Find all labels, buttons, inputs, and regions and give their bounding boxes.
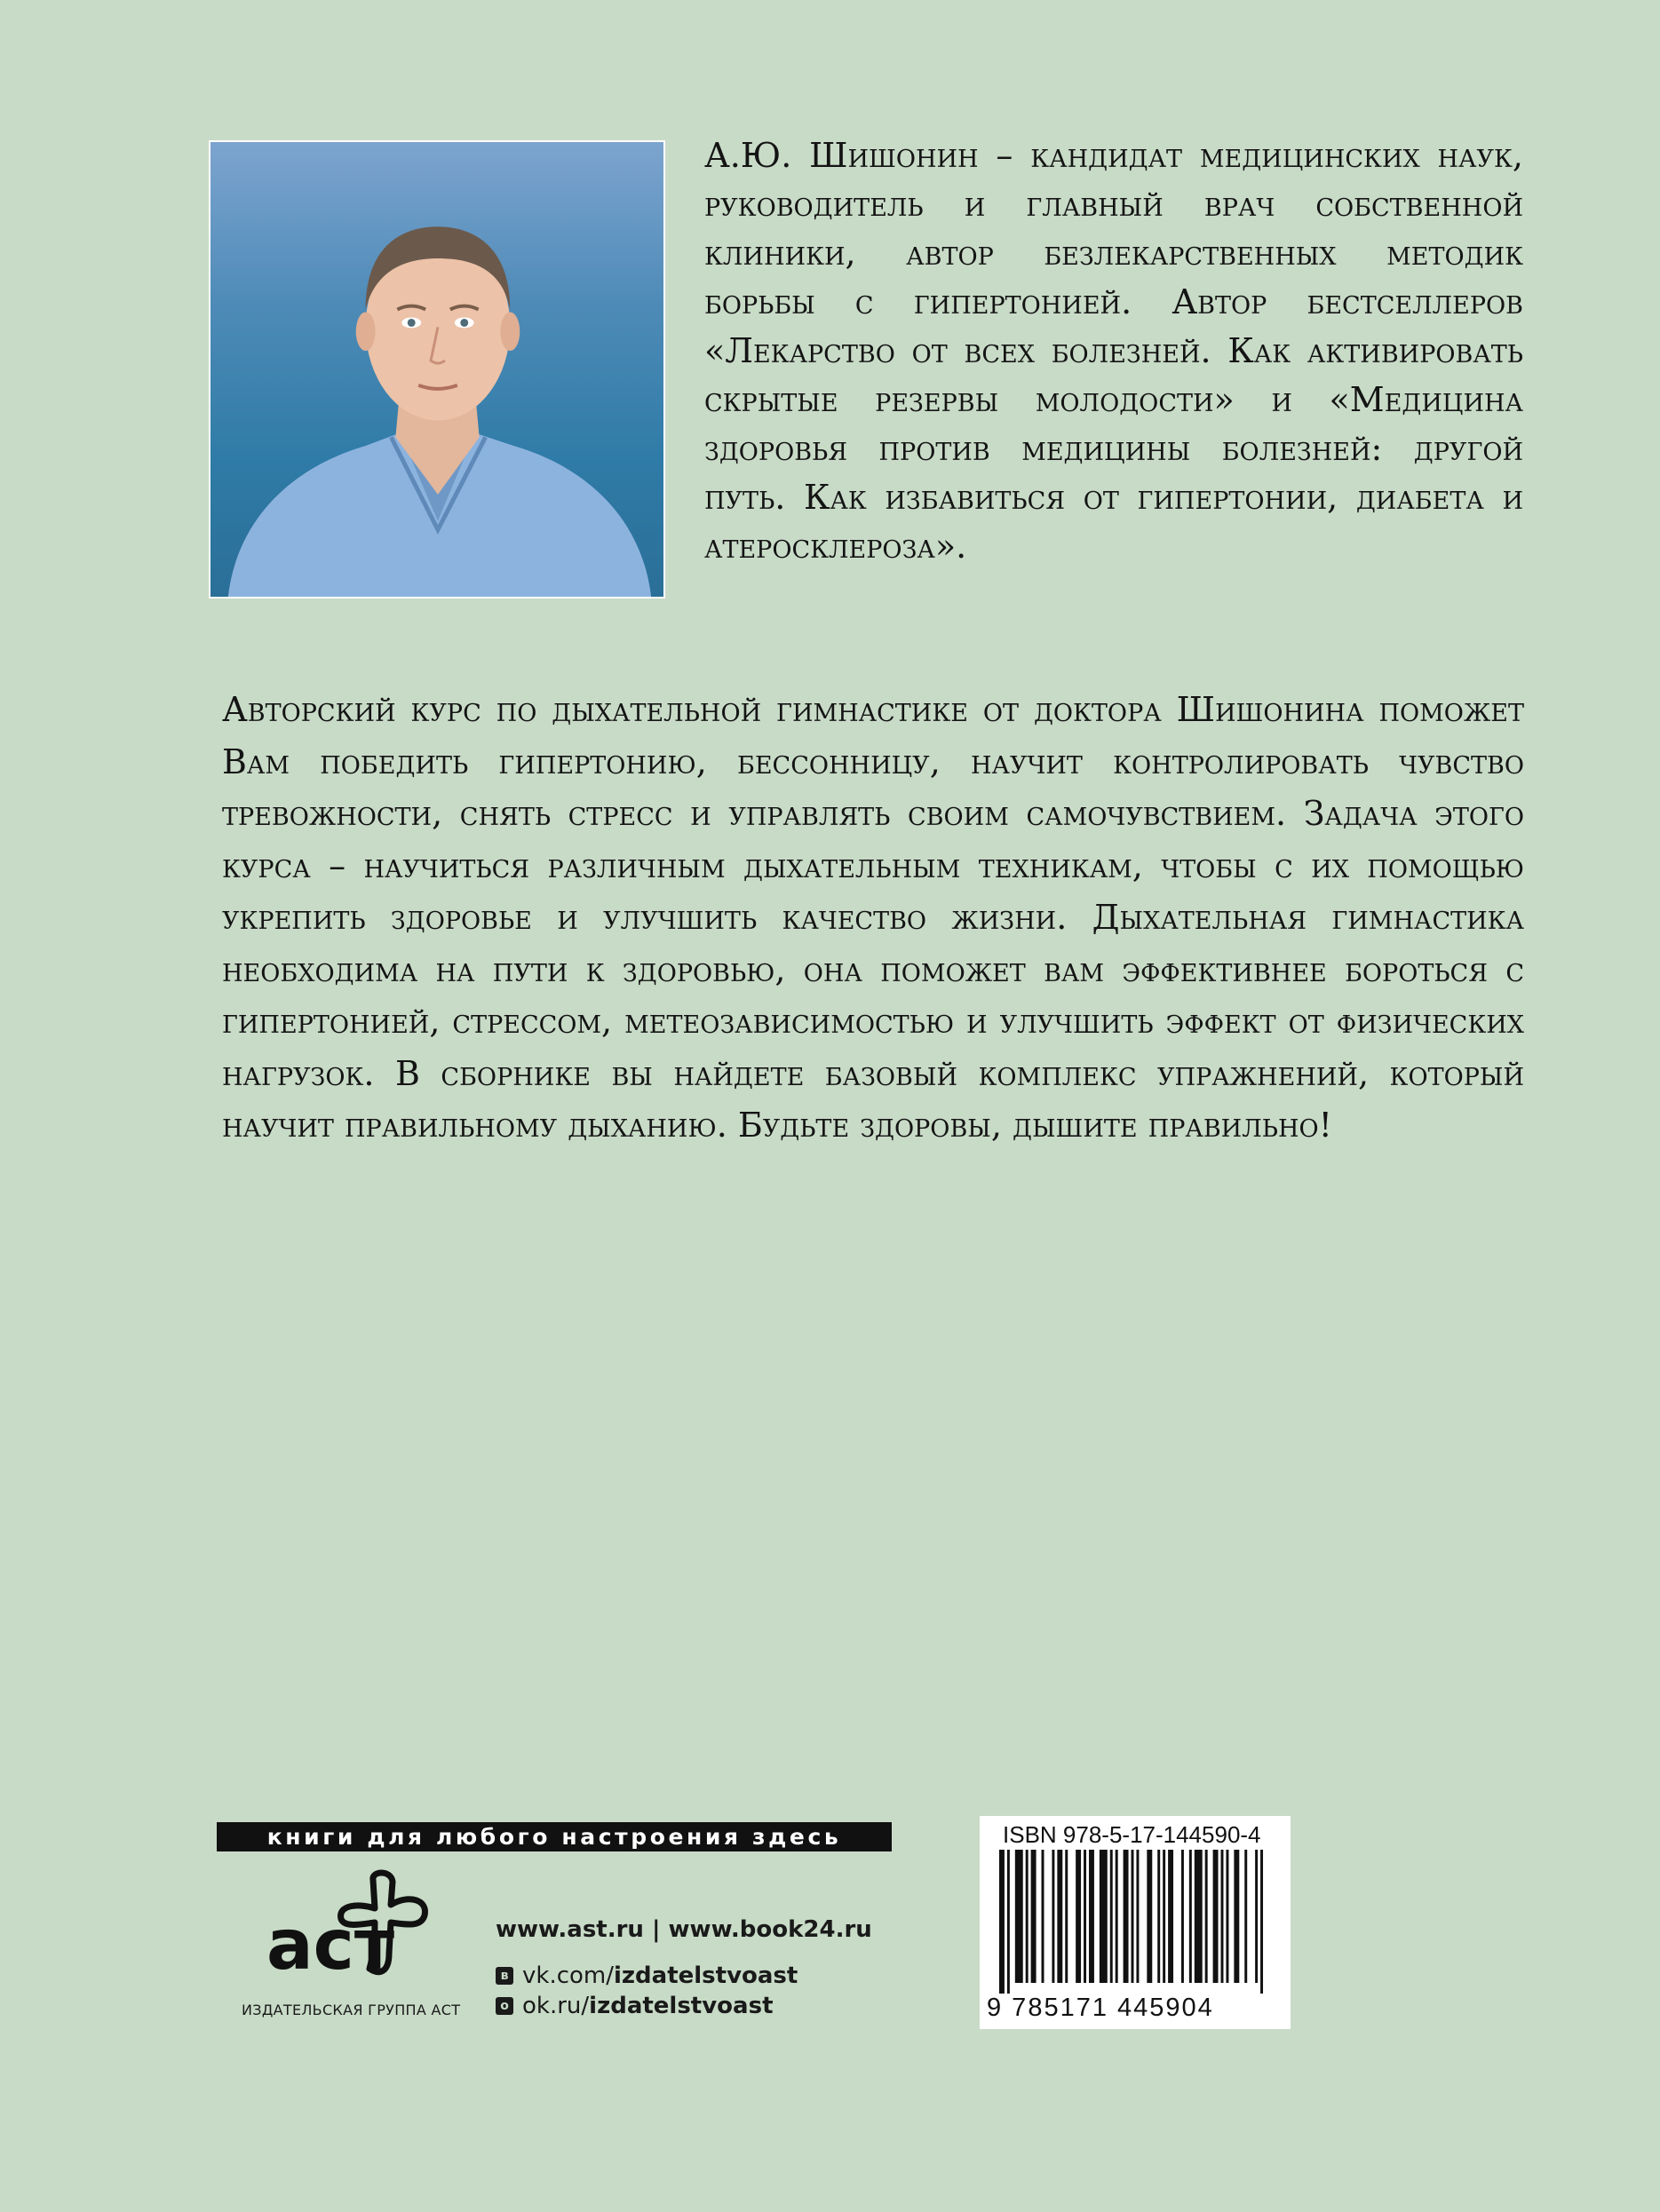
vk-link-prefix: vk.com/ xyxy=(522,1962,614,1989)
website-links[interactable]: www.ast.ru | www.book24.ru xyxy=(496,1916,872,1943)
barcode-bar xyxy=(1147,1850,1152,1983)
barcode-bar xyxy=(1015,1850,1023,1983)
barcode-bar xyxy=(1205,1850,1208,1983)
barcode-bar xyxy=(1065,1850,1068,1983)
barcode-bar xyxy=(1031,1850,1037,1983)
barcode-bars xyxy=(999,1850,1266,1994)
barcode-bar xyxy=(1100,1850,1108,1983)
barcode-bar xyxy=(1163,1850,1165,1983)
barcode-bar xyxy=(1132,1850,1134,1983)
vk-link-handle: izdatelstvoast xyxy=(614,1962,798,1989)
barcode-bar xyxy=(1052,1850,1054,1983)
barcode-bar xyxy=(1244,1850,1247,1983)
barcode-bar xyxy=(1076,1850,1081,1983)
isbn-barcode xyxy=(980,1816,1291,2029)
barcode-bar xyxy=(1136,1850,1139,1983)
barcode-bar xyxy=(999,1850,1005,1994)
barcode-bar xyxy=(1007,1850,1010,1994)
barcode-bar xyxy=(1181,1850,1184,1983)
barcode-bar xyxy=(1026,1850,1029,1983)
ast-logo xyxy=(240,1869,462,2020)
author-photo xyxy=(209,140,665,599)
vk-link[interactable] xyxy=(496,1961,872,1991)
ok-link-prefix: ok.ru/ xyxy=(522,1993,590,2019)
vk-icon: в xyxy=(496,1967,513,1985)
book-annotation: Авторский курс по дыхательной гимнастике от доктора Шишонина поможет Вам победить гипертонию, бессонницу, научит контролировать чувство тревожности, снять стресс и управлять своим самочувствием. Задача этого курса – научиться различным дыхательным техникам, чтобы с их помощью укрепить здоровье и улучшить качество жизни. Дыхательная гимнастика необходима на пути к здоровью, она поможет вам эффективнее бороться с гипертонией, стрессом, метеозависимостью и улучшить эффект от физических нагрузок. В сборнике вы найдете базовый комплекс упражнений, который научит правильному дыханию. Будьте здоровы, дышите правильно! xyxy=(222,690,1524,1145)
barcode-bar xyxy=(1255,1850,1258,1983)
logo-lettering: аст xyxy=(266,1906,395,1986)
publisher-caption: ИЗДАТЕЛЬСКАЯ ГРУППА АСТ xyxy=(242,2002,461,2018)
barcode-bar xyxy=(1124,1850,1129,1983)
slogan-bar: книги для любого настроения здесь xyxy=(217,1822,892,1851)
barcode-bar xyxy=(1057,1850,1062,1983)
barcode-bar xyxy=(1189,1850,1192,1983)
barcode-bar xyxy=(1213,1850,1219,1983)
barcode-bar xyxy=(1226,1850,1228,1983)
barcode-bar xyxy=(1234,1850,1239,1983)
barcode-bar xyxy=(1084,1850,1086,1983)
author-bio: А.Ю. Шишонин – кандидат медицинских наук, руководитель и главный врач собственной клиники, автор безлекарственных методик борьбы с гипертонией. Автор бестселлеров «Лекарство от всех болезней. Как активировать скрытые резервы молодости» и «Медицина здоровья против медицины болезней: другой путь. Как избавиться от гипертонии, диабета и атеросклероза». xyxy=(704,136,1523,566)
ok-link[interactable] xyxy=(496,1991,872,2021)
barcode-bar xyxy=(1221,1850,1224,1983)
barcode-bar xyxy=(1168,1850,1173,1983)
ok-link-handle: izdatelstvoast xyxy=(589,1993,774,2019)
barcode-bar xyxy=(1260,1850,1263,1994)
barcode-bar xyxy=(1110,1850,1113,1983)
isbn-number: ISBN 978-5-17-144590-4 xyxy=(1003,1821,1261,1848)
barcode-bar xyxy=(1042,1850,1044,1983)
odnoklassniki-icon: о xyxy=(496,1997,513,2015)
barcode-bar xyxy=(1116,1850,1118,1983)
barcode-bar xyxy=(1089,1850,1094,1983)
barcode-bar xyxy=(1195,1850,1203,1983)
barcode-bar xyxy=(1157,1850,1160,1983)
ean-digits: 9 785171 445904 xyxy=(987,1994,1214,2022)
publisher-links xyxy=(496,1915,872,2021)
